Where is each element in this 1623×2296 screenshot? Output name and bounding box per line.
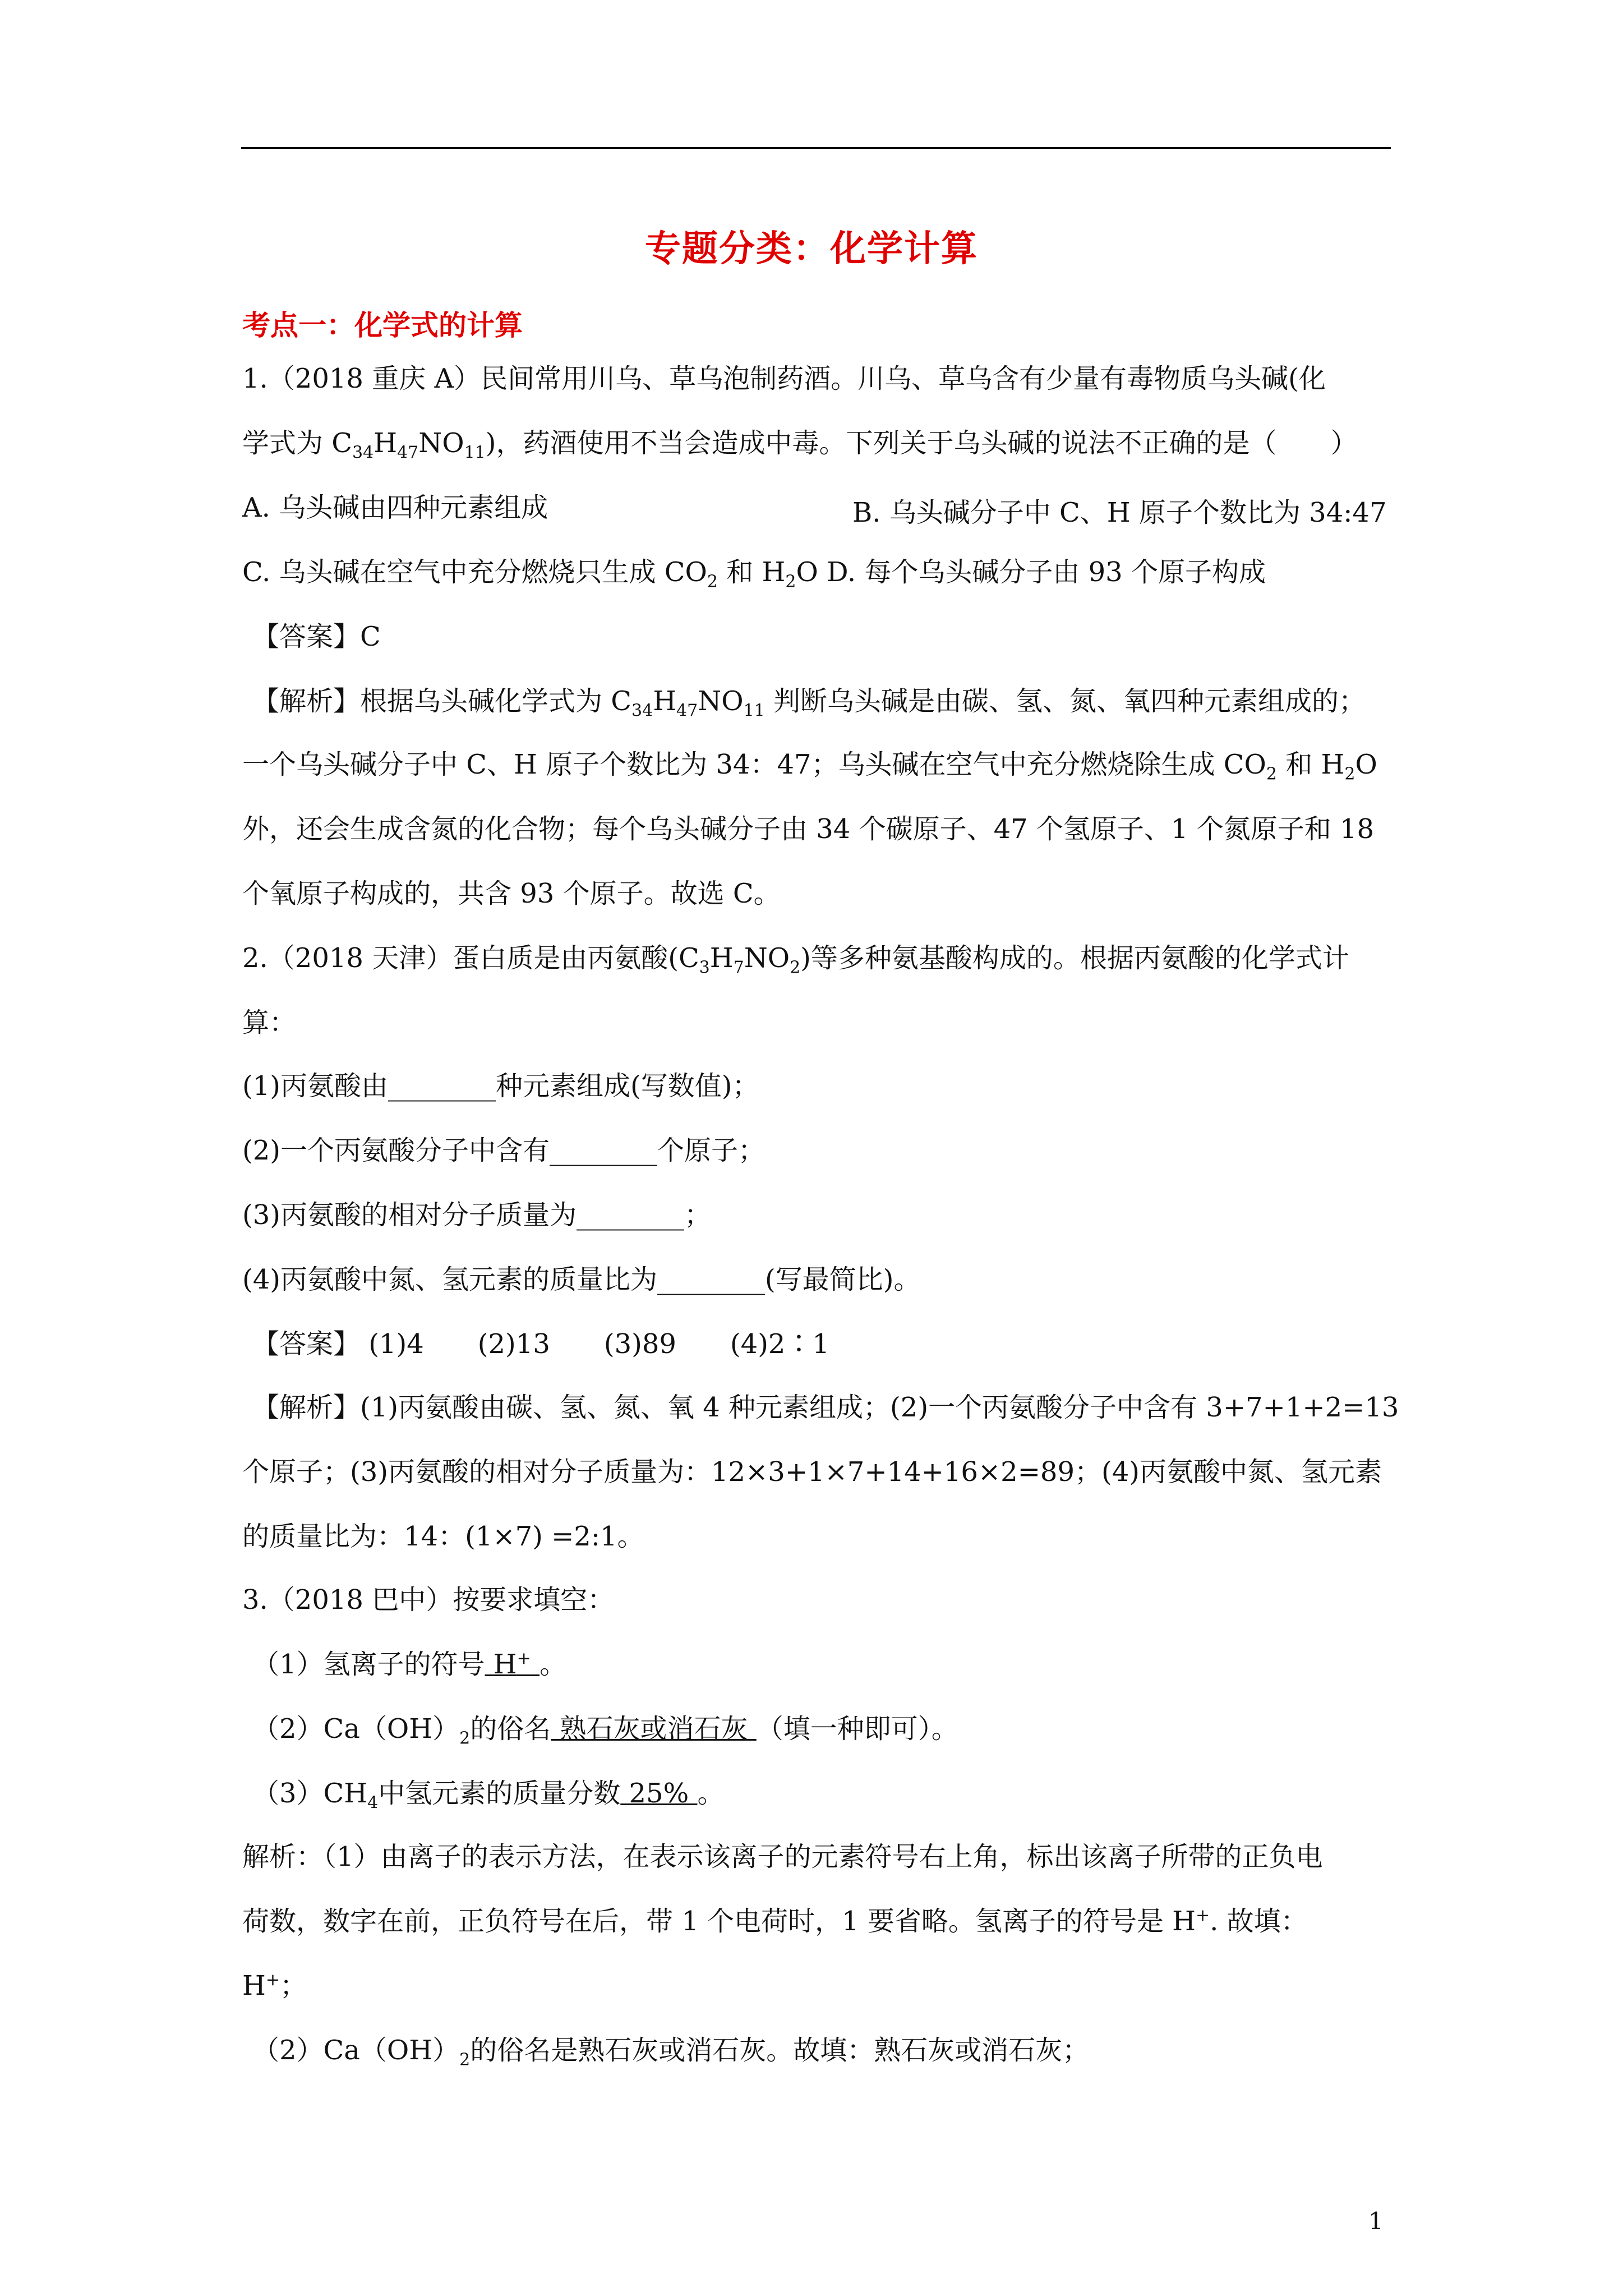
q3-sub-2: $(2)Ca(OH)_2$的俗名 熟石灰或消石灰 （填一种即可）。	[252, 1713, 958, 1749]
header-rule	[241, 147, 1391, 149]
q1-answer: 【答案】C	[252, 621, 381, 652]
q1-option-a: A. 乌头碱由四种元素组成	[242, 492, 548, 523]
q3-explanation-4: $(2)Ca(OH)_2$的俗名是熟石灰或消石灰。故填：熟石灰或消石灰；	[252, 2035, 1090, 2070]
q1-option-b: B. 乌头碱分子中 C、H 原子个数比为 34:47	[852, 497, 1387, 528]
section-heading: 考点一：化学式的计算	[242, 309, 523, 342]
q1-explanation-4: 个氧原子构成的，共含 93 个原子。故选 C。	[242, 878, 781, 909]
q2-explanation-2: 个原子；(3)丙氨酸的相对分子质量为：12×3+1×7+14+16×2=89；(4)丙氨酸中氮、氢元素	[242, 1456, 1382, 1488]
q1-line-2: 学式为 $C_{34}H_{47}NO_{11}$)，药酒使用不当会造成中毒。下列关于乌头碱的说法不正确的是（ ）	[242, 427, 1358, 463]
q2-sub-2: (2)一个丙氨酸分子中含有________个原子；	[242, 1135, 765, 1166]
q3-sub-3: $(3)CH_4$中氢元素的质量分数 25% 。	[252, 1778, 725, 1813]
q2-sub-1: (1)丙氨酸由________种元素组成(写数值)；	[242, 1070, 759, 1102]
q2-line-1: 2.（2018 天津）蛋白质是由丙氨酸$(C_3H_7NO_2)$等多种氨基酸构成的。根据丙氨酸的化学式计	[242, 942, 1349, 978]
q1-explanation-1: 【解析】根据乌头碱化学式为 $C_{34}H_{47}NO_{11}$ 判断乌头碱是由碳、氢、氮、氧四种元素组成的；	[252, 685, 1366, 721]
page-number: 1	[1368, 2207, 1384, 2235]
q1-explanation-2: 一个乌头碱分子中 C、H 原子个数比为 34：47；乌头碱在空气中充分燃烧除生成 $CO_2$ 和 $H_2O$	[242, 749, 1377, 784]
q2-explanation-1: 【解析】(1)丙氨酸由碳、氢、氮、氧 4 种元素组成；(2)一个丙氨酸分子中含有 3+7+1+2=13	[252, 1392, 1399, 1423]
q3-sub-1: （1）氢离子的符号 H+ 。	[252, 1649, 567, 1680]
q2-line-2: 算：	[242, 1007, 297, 1038]
page-title: 专题分类：化学计算	[645, 228, 978, 270]
q3-explanation-2: 荷数，数字在前，正负符号在后，带 1 个电荷时，1 要省略。氢离子的符号是 H+. 故填：	[242, 1906, 1308, 1937]
q2-answer: 【答案】 (1)4 (2)13 (3)89 (4)2∶1	[252, 1328, 830, 1360]
q2-explanation-3: 的质量比为：14：(1×7) =2:1。	[242, 1521, 644, 1552]
q1-line-1: 1.（2018 重庆 A）民间常用川乌、草乌泡制药酒。川乌、草乌含有少量有毒物质乌头碱(化	[242, 363, 1326, 394]
q1-option-c-d: C. 乌头碱在空气中充分燃烧只生成 $CO_2$ 和 $H_2O$ D. 每个乌头碱分子由 93 个原子构成	[242, 556, 1266, 592]
q2-sub-3: (3)丙氨酸的相对分子质量为________；	[242, 1199, 711, 1231]
q3-line-1: 3.（2018 巴中）按要求填空：	[242, 1584, 615, 1616]
q1-explanation-3: 外，还会生成含氮的化合物；每个乌头碱分子由 34 个碳原子、47 个氢原子、1 个氮原子和 18	[242, 813, 1375, 845]
q2-sub-4: (4)丙氨酸中氮、氢元素的质量比为________(写最简比)。	[242, 1264, 921, 1295]
q3-explanation-1: 解析：（1）由离子的表示方法，在表示该离子的元素符号右上角，标出该离子所带的正负电	[242, 1841, 1323, 1872]
q3-explanation-3: H+；	[242, 1970, 307, 2001]
